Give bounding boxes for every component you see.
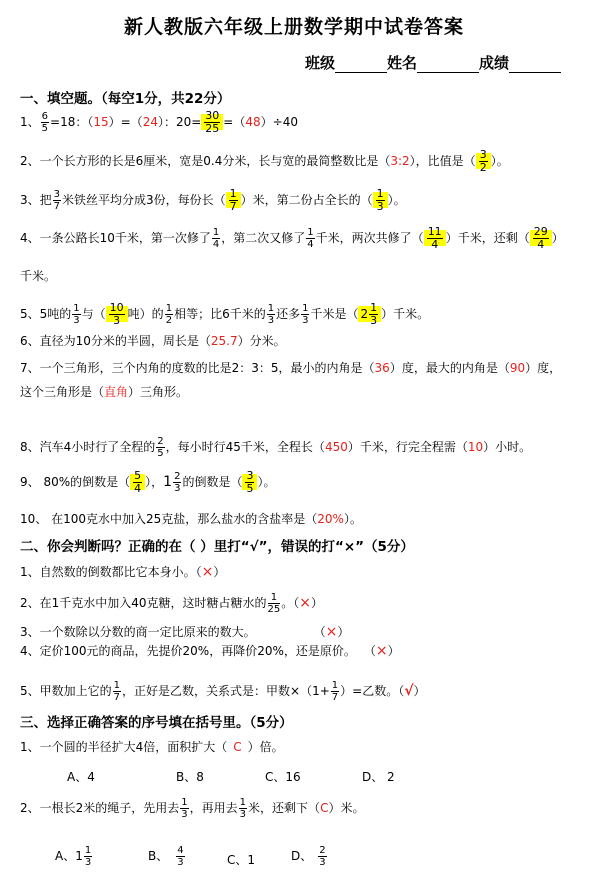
answer: 450 — [324, 440, 348, 454]
class-label: 班级 — [305, 54, 336, 72]
student-info — [305, 52, 561, 73]
answer: 20% — [317, 512, 344, 526]
s3-question-1: 1、一个圆的半径扩大4倍，面积扩大（ C ）倍。 — [20, 740, 284, 754]
cross-mark: × — [201, 564, 214, 580]
answer: 10 — [467, 440, 484, 454]
section-3-header: 三、选择正确答案的序号填在括号里。（5分） — [20, 715, 293, 731]
answer: C — [233, 740, 242, 754]
s1-question-7-line2: 这个三角形是（直角）三角形。 — [20, 385, 189, 399]
s3-q2-option-d: D、 $\frac{2}{3}$ — [291, 845, 326, 868]
cross-mark: × — [325, 624, 338, 640]
s2-question-2: 2、在1千克水中加入40克糖，这时糖占糖水的 $\frac{1}{25}$ 。（×） — [20, 592, 324, 615]
answer: C — [320, 801, 329, 815]
s1-question-9: 9、 80%的倒数是（ $\frac{5}{4}$ ），1 $\frac{2}{3}$ 的倒数是（ $\frac{3}{5}$ ）。 — [20, 469, 276, 495]
answer: 15 — [93, 115, 109, 129]
s1-question-6: 6、直径为10分米的半圆，周长是（25.7）分米。 — [20, 334, 286, 348]
s2-question-1: 1、自然数的倒数都比它本身小。（×） — [20, 564, 226, 580]
s1-question-4: 4、一条公路长10千米，第一次修了 $\frac{1}{4}$ ，第二次又修了 $\frac{1}{4}$ 千米，两次共修了（ $\frac{11}{4}$ ）千米，还剩（ $\frac{29}{4}$ ） — [20, 225, 564, 251]
s3-q1-option-d: D、 2 — [362, 770, 395, 784]
answer: 25.7 — [210, 334, 238, 348]
s3-q1-option-c: C、16 — [265, 770, 301, 784]
s2-question-3: 3、一个数除以分数的商一定比原来的数大。 （×） — [20, 624, 350, 640]
s3-q1-option-a: A、4 — [67, 770, 95, 784]
check-mark: √ — [404, 683, 414, 699]
s2-question-4: 4、定价100元的商品，先提价20%，再降价20%，还是原价。 （×） — [20, 643, 400, 659]
s3-q1-option-b: B、8 — [176, 770, 204, 784]
s3-q2-option-b: B、 $\frac{4}{3}$ — [148, 845, 184, 868]
answer: 直角 — [104, 385, 129, 399]
s2-question-5: 5、甲数加上它的 $\frac{1}{7}$ ，正好是乙数，关系式是：甲数×（1+ $\frac{1}{7}$ ）=乙数。（√） — [20, 680, 426, 703]
page-title: 新人教版六年级上册数学期中试卷答案 — [124, 16, 465, 38]
answer: 3:2 — [390, 154, 410, 168]
s1-question-3: 3、把 $\frac{3}{7}$ 米铁丝平均分成3份，每份长（ $\frac{1}{7}$ ）米，第二份占全长的（ $\frac{1}{3}$ ）。 — [20, 187, 406, 213]
answer: 48 — [245, 115, 261, 129]
name-blank — [417, 58, 479, 73]
s1-question-1: 1、 $\frac{6}{5}$ =18：（15）=（24）：20= $\frac{30}{25}$ =（48）÷40 — [20, 109, 298, 135]
score-blank — [509, 58, 561, 73]
section-2-header: 二、你会判断吗？正确的在（ ）里打“√”，错误的打“×”（5分） — [20, 539, 414, 555]
s1-question-4-tail: 千米。 — [20, 269, 57, 283]
s3-q2-option-c: C、1 — [227, 853, 256, 867]
s1-question-10: 10、 在100克水中加入25克盐，那么盐水的含盐率是（20%）。 — [20, 512, 362, 526]
answer: 90 — [509, 361, 526, 375]
section-1-header: 一、填空题。（每空1分，共22分） — [20, 91, 231, 107]
name-label: 姓名 — [387, 54, 418, 72]
score-label: 成绩 — [479, 54, 510, 72]
s1-question-2: 2、一个长方形的长是6厘米，宽是0.4分米，长与宽的最简整数比是（3:2），比值是（ $\frac{3}{2}$ ）。 — [20, 148, 509, 174]
answer: 36 — [374, 361, 390, 375]
cross-mark: × — [375, 643, 388, 659]
answer: 24 — [142, 115, 158, 129]
s3-question-2: 2、一根长2米的绳子，先用去 $\frac{1}{3}$ ，再用去 $\frac{1}{3}$ 米，还剩下（C）米。 — [20, 797, 365, 820]
class-blank — [335, 58, 387, 73]
s1-question-7: 7、一个三角形，三个内角的度数的比是2：3：5，最小的内角是（36）度，最大的内角是（90）度， — [20, 361, 562, 375]
s1-question-8: 8、汽车4小时行了全程的 $\frac{2}{5}$ ，每小时行45千米，全程长（450）千米，行完全程需（10）小时。 — [20, 436, 532, 459]
cross-mark: × — [299, 595, 312, 611]
s3-q2-option-a: A、1 $\frac{1}{3}$ — [55, 845, 92, 868]
s1-question-5: 5、5吨的 $\frac{1}{3}$ 与（ $\frac{10}{3}$ 吨）的 $\frac{1}{2}$ 相等；比6千米的 $\frac{1}{3}$ 还多 $\frac{1}{3}$ 千米是（ 2 $\frac{1}{3}$ ）千米。 — [20, 301, 430, 327]
